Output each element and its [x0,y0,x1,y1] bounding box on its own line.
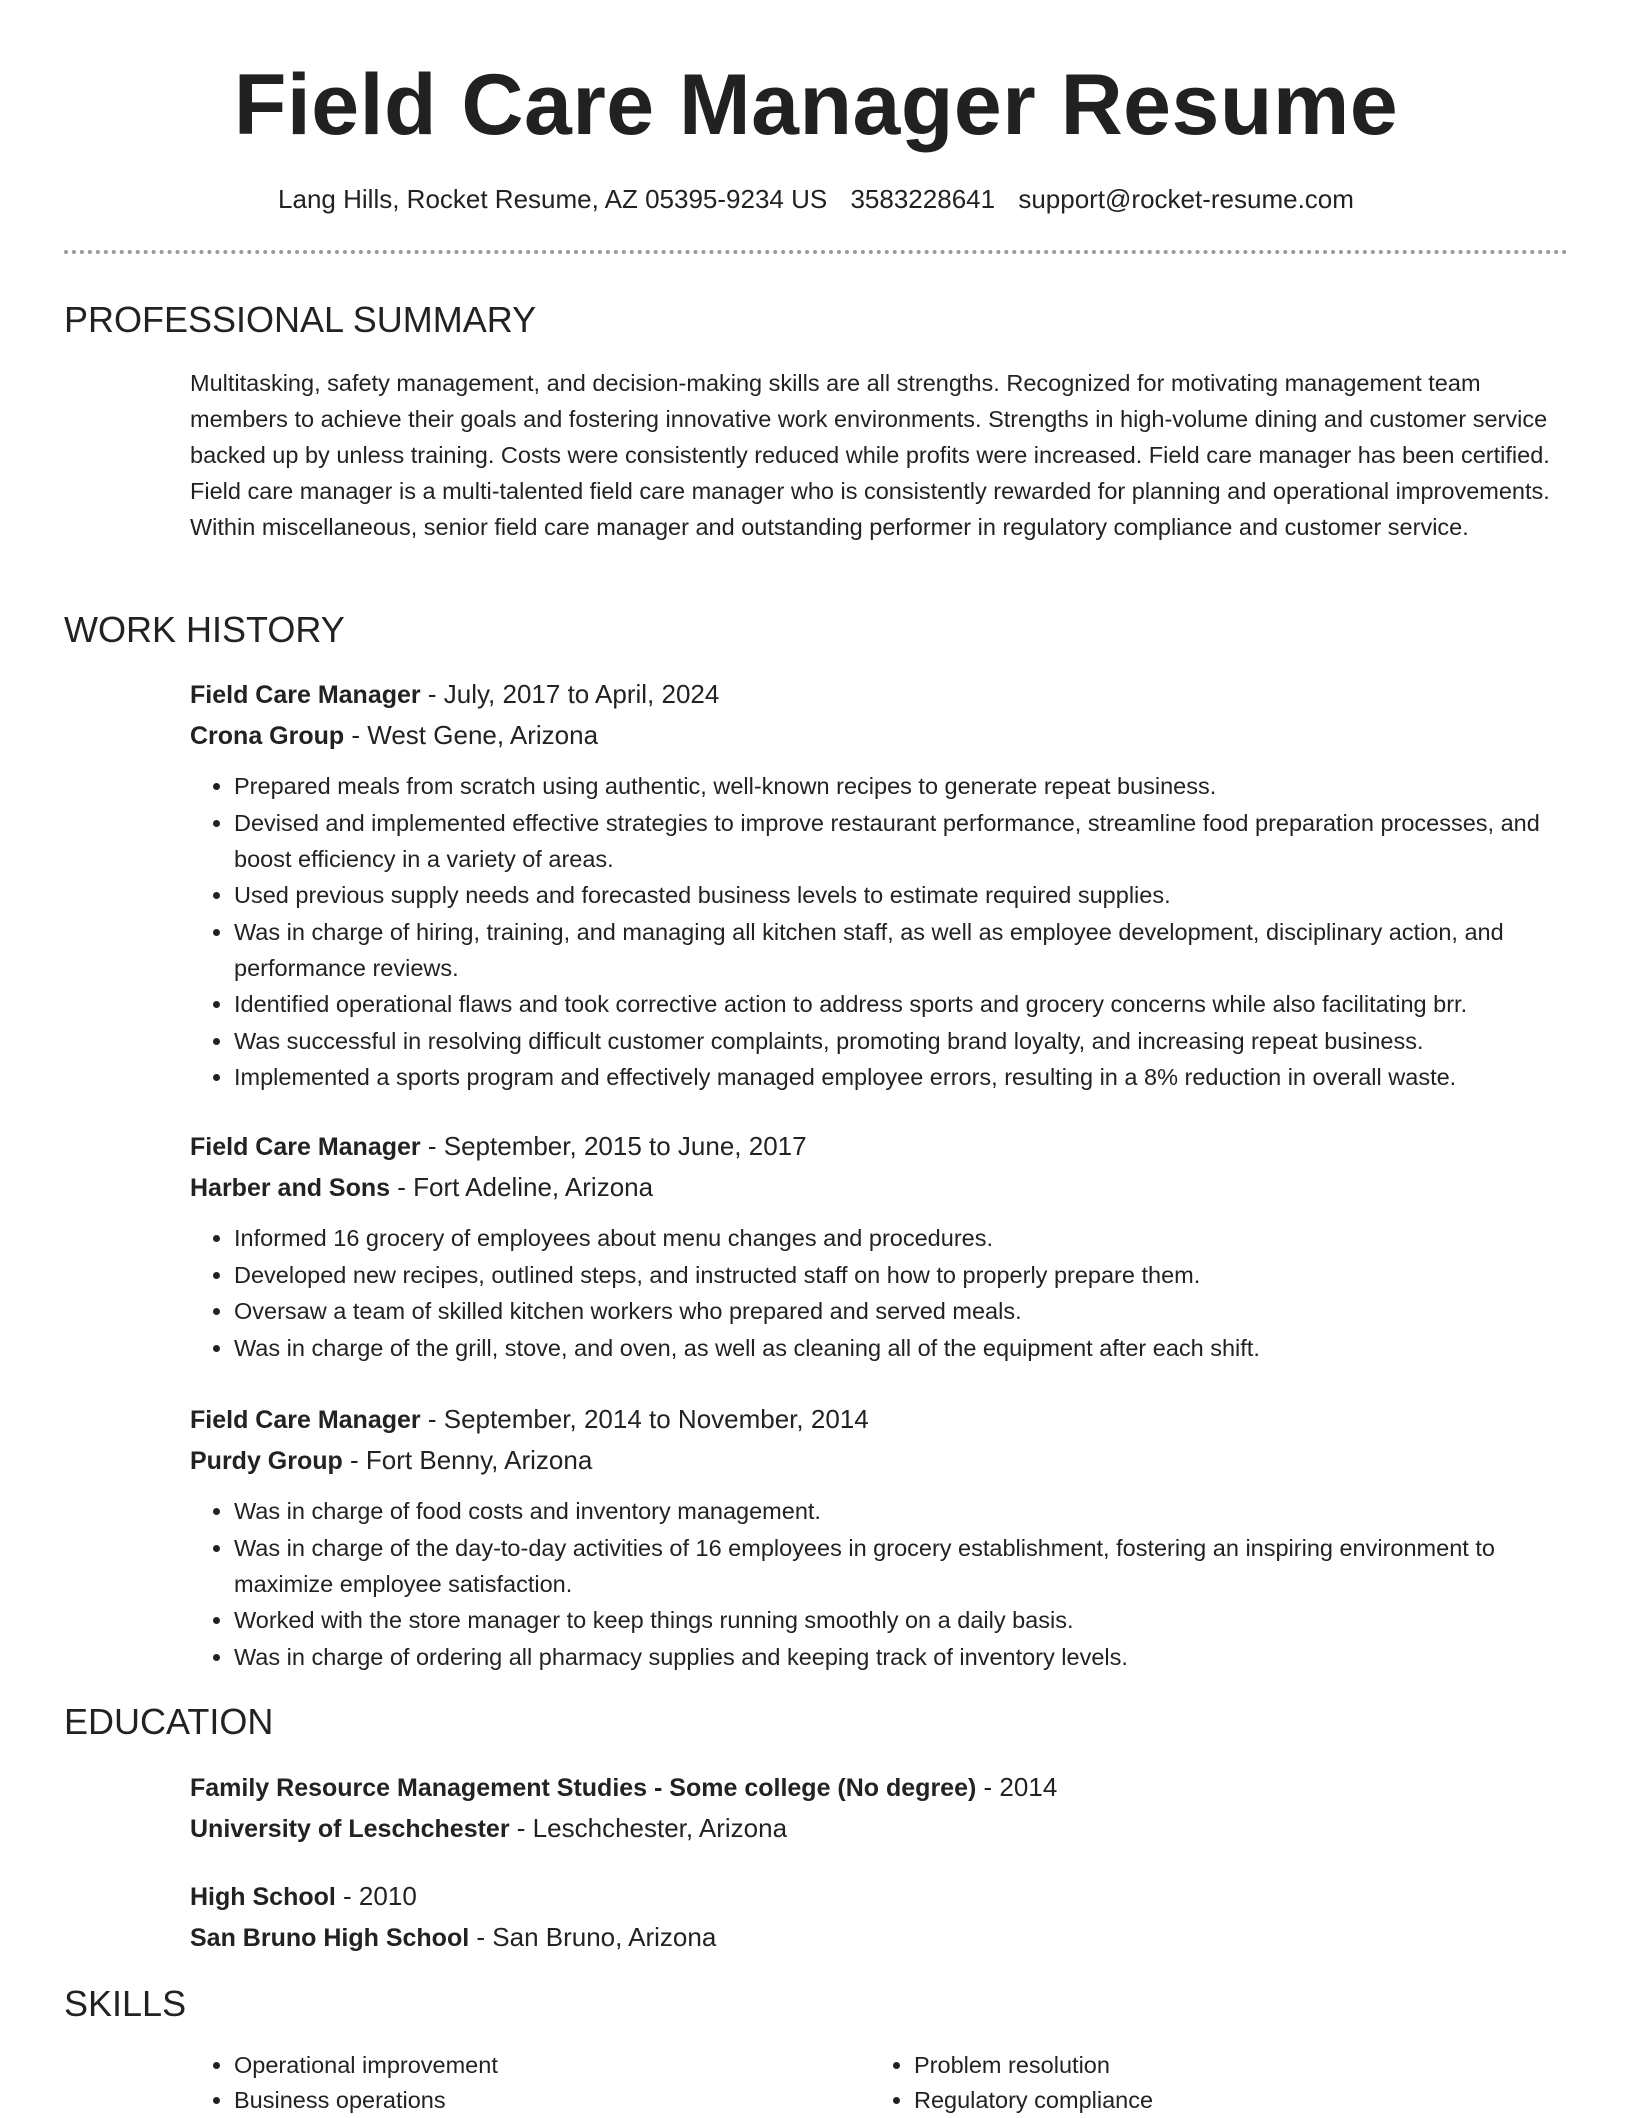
job-bullet: • Devised and implemented effective strategies to improve restaurant performance, streamline food preparation processes, and boost efficiency in a variety of areas. [234,805,1568,877]
job-bullet: • Was in charge of the day-to-day activities of 16 employees in grocery establishment, fostering an inspiring environment to maximize employee satisfaction. [234,1530,1568,1602]
education-location: - San Bruno, Arizona [469,1922,717,1952]
education-school-line [190,1917,1568,1958]
section-heading-education: EDUCATION [64,1701,274,1742]
job-location: - Fort Benny, Arizona [342,1445,593,1475]
education-school: University of Leschchester [190,1815,510,1843]
education-entry [190,1767,1568,1849]
professional-summary-text: Multitasking, safety management, and decision-making skills are all strengths. Recognized for motivating management team members to achieve their goals and fostering innovative work environments. Strengths in high-volume dining and customer service backed up by unless training. Costs were consistently reduced while profits were increased. Field care manager has been certified. Field care manager is a multi-talented field care manager who is consistently rewarded for planning and operational improvements. Within miscellaneous, senior field care manager and outstanding performer in regulatory compliance and customer service. [190,370,1550,540]
job-bullet: • Used previous supply needs and forecasted business levels to estimate required supplies. [234,877,1568,913]
education-degree-line [190,1767,1568,1808]
job-bullet: • Developed new recipes, outlined steps, and instructed staff on how to properly prepare them. [234,1257,1568,1293]
job-bullets [190,1220,1568,1366]
job-bullet: • Was in charge of the grill, stove, and oven, as well as cleaning all of the equipment after each shift. [234,1330,1568,1366]
education-year: - 2014 [976,1772,1058,1802]
job-title-line [190,674,1568,715]
job-bullet: • Informed 16 grocery of employees about menu changes and procedures. [234,1220,1568,1256]
skills-list [190,2048,1568,2118]
header-divider [64,250,1568,254]
job-bullet: • Was successful in resolving difficult customer complaints, promoting brand loyalty, and increasing repeat business. [234,1023,1568,1059]
job-dates: - September, 2015 to June, 2017 [420,1131,807,1161]
job-company: Purdy Group [190,1447,343,1475]
job-dates: - September, 2014 to November, 2014 [420,1404,869,1434]
skill-item: • Problem resolution [914,2048,1550,2083]
job-location: - West Gene, Arizona [344,720,599,750]
job-bullet: • Implemented a sports program and effectively managed employee errors, resulting in a 8% reduction in overall waste. [234,1059,1568,1095]
job-company-line [190,1167,1568,1208]
job-bullet: • Worked with the store manager to keep things running smoothly on a daily basis. [234,1602,1568,1638]
skill-item: • Business operations [234,2083,870,2118]
contact-email: support@rocket-resume.com [1018,184,1354,214]
job-title-line [190,1399,1568,1440]
section-heading-summary: PROFESSIONAL SUMMARY [64,299,537,340]
job-dates: - July, 2017 to April, 2024 [420,679,720,709]
education-degree-line [190,1876,1568,1917]
education-year: - 2010 [335,1881,417,1911]
job-company: Harber and Sons [190,1174,391,1202]
resume-title: Field Care Manager Resume [233,57,1399,153]
job-company-line [190,1440,1568,1481]
contact-line [0,182,1632,216]
job-title: Field Care Manager [190,681,421,709]
job-bullet: • Identified operational flaws and took corrective action to address sports and grocery concerns while also facilitating brr. [234,986,1568,1022]
education-degree: Family Resource Management Studies - Some college (No degree) [190,1774,977,1802]
job-bullet: • Prepared meals from scratch using authentic, well-known recipes to generate repeat business. [234,768,1568,804]
education-location: - Leschchester, Arizona [509,1813,788,1843]
job-company-line [190,715,1568,756]
job-entry [190,674,1568,1096]
job-title: Field Care Manager [190,1133,421,1161]
education-school: San Bruno High School [190,1924,470,1952]
job-bullets [190,768,1568,1095]
contact-address: Lang Hills, Rocket Resume, AZ 05395-9234 US [278,184,828,214]
skills-column-left [190,2048,870,2118]
skill-item: • Regulatory compliance [914,2083,1550,2118]
skill-item: • Operational improvement [234,2048,870,2083]
job-bullet: • Oversaw a team of skilled kitchen workers who prepared and served meals. [234,1293,1568,1329]
education-entry [190,1876,1568,1958]
job-entry [190,1399,1568,1675]
skills-column-right [870,2048,1550,2118]
job-bullet: • Was in charge of ordering all pharmacy supplies and keeping track of inventory levels. [234,1639,1568,1675]
job-company: Crona Group [190,722,345,750]
job-title-line [190,1126,1568,1167]
job-entry [190,1126,1568,1366]
job-bullet: • Was in charge of hiring, training, and managing all kitchen staff, as well as employee development, disciplinary action, and performance reviews. [234,914,1568,986]
education-degree: High School [190,1883,336,1911]
section-heading-skills: SKILLS [64,1983,187,2024]
education-school-line [190,1808,1568,1849]
job-bullet: • Was in charge of food costs and inventory management. [234,1493,1568,1529]
contact-phone: 3583228641 [850,184,996,214]
job-location: - Fort Adeline, Arizona [390,1172,654,1202]
job-title: Field Care Manager [190,1406,421,1434]
section-heading-work-history: WORK HISTORY [64,609,345,650]
job-bullets [190,1493,1568,1675]
